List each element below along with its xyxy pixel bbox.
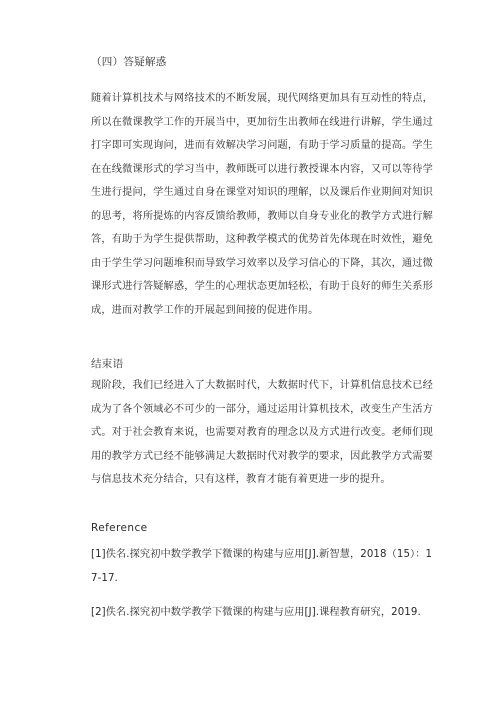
- body-paragraph-answering: 随着计算机技术与网络技术的不断发展，现代网络更加具有互动性的特点，所以在微课教学工作的开展当中，更加衍生出教师在线进行讲解，学生通过打字即可实现询问，进而有效解决学习问题，有助于学习质量的提高。学生在在线微课形式的学习当中，教师既可以进行教授课本内容，又可以等待学生进行提问，学生通过自身在课堂对知识的理解，以及课后作业期间对知识的思考，将所提炼的内容反馈给教师，教师以自身专业化的教学方式进行解答，有助于为学生提供帮助，这种教学模式的优势首先体现在时效性，避免由于学生学习问题堆积而导致学习效率以及学习信心的下降，其次，通过微课形式进行答疑解惑，学生的心理状态更加轻松，有助于良好的师生关系形成，进而对教学工作的开展起到间接的促进作用。: [91, 93, 433, 316]
- reference-item-1: [1]佚名.探究初中数学教学下微课的构建与应用[J].新智慧，2018（15）：17-17.: [91, 549, 433, 584]
- reference-title: Reference: [91, 522, 148, 534]
- conclusion-heading: 结束语: [91, 358, 124, 370]
- section-heading: （四）答疑解惑: [91, 56, 167, 68]
- body-paragraph-conclusion: 现阶段，我们已经进入了大数据时代，大数据时代下，计算机信息技术已经成为了各个领域必不可少的一部分，通过运用计算机技术，改变生产生活方式。对于社会教育来说，也需要对教育的理念以及方式进行改变。老师们现用的教学方式已经不能够满足大数据时代对教学的要求，因此教学方式需要与信息技术充分结合，只有这样，教育才能有着更进一步的提升。: [91, 380, 433, 485]
- reference-item-2: [2]佚名.探究初中数学教学下微课的构建与应用[J].课程教育研究，2019.: [91, 607, 421, 618]
